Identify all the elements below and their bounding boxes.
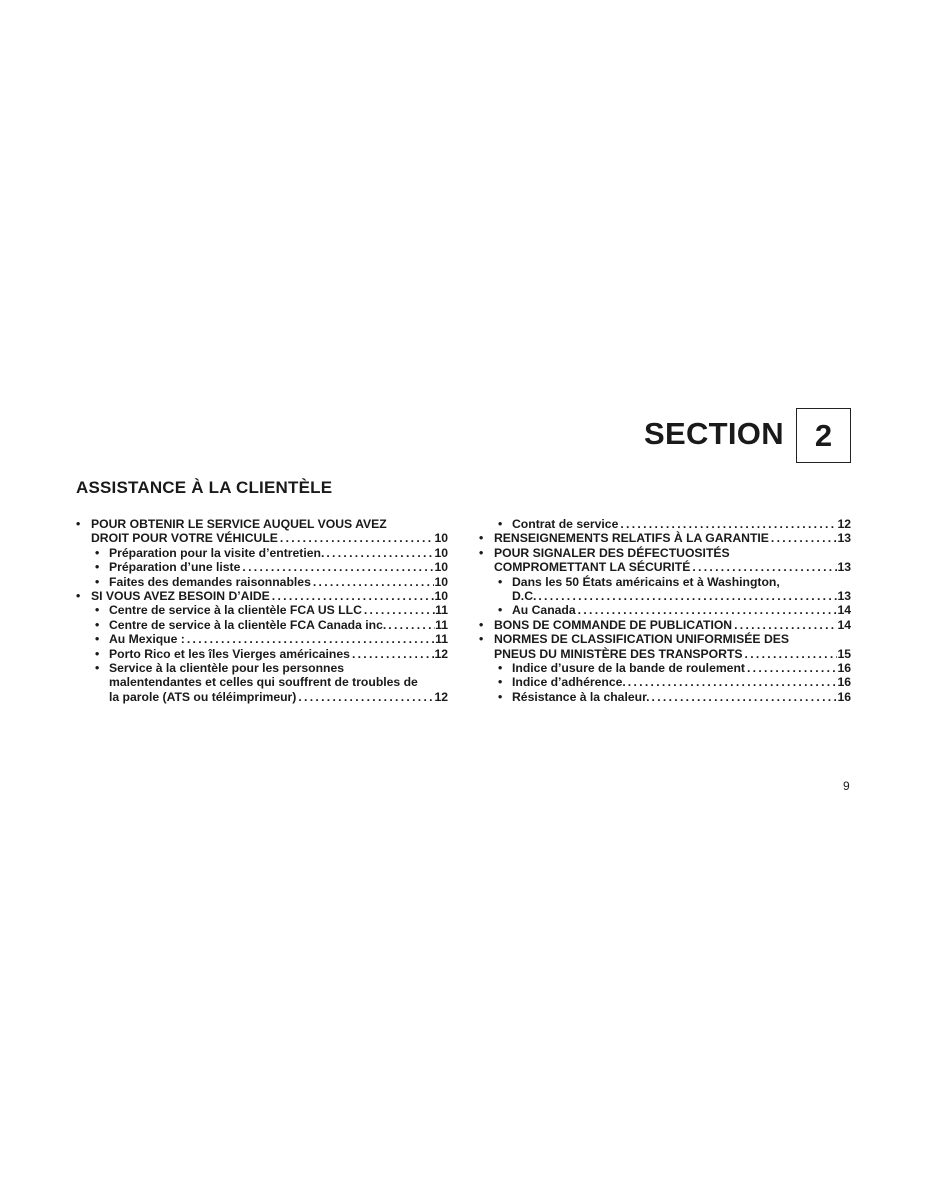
bullet-icon: • <box>498 661 503 676</box>
dot-leader <box>324 546 434 560</box>
toc-page-number: 11 <box>435 617 448 632</box>
toc-page-number: 13 <box>837 560 851 575</box>
toc-page-number: 10 <box>434 531 448 546</box>
toc-entry-text: D.C. <box>512 589 537 604</box>
toc-entry-text: POUR SIGNALER DES DÉFECTUOSITÉS <box>494 545 730 560</box>
toc-page-number: 12 <box>434 646 448 661</box>
toc-entry[interactable] <box>479 661 851 675</box>
toc-entry-text: Porto Rico et les îles Vierges américaines <box>109 646 350 661</box>
toc-entry-line <box>494 618 851 632</box>
toc-left-column <box>76 517 448 704</box>
toc-entry[interactable] <box>76 661 448 704</box>
toc-entry[interactable] <box>479 603 851 617</box>
toc-entry-line <box>109 647 448 661</box>
toc-entry-text: RENSEIGNEMENTS RELATIFS À LA GARANTIE <box>494 531 769 546</box>
section-number-box <box>796 408 851 463</box>
dot-leader <box>618 517 837 531</box>
bullet-icon: • <box>95 574 100 589</box>
toc-page-number: 11 <box>435 632 448 647</box>
toc-entry-text: Service à la clientèle pour les personnes <box>109 661 345 676</box>
toc-entry-text: Préparation d’une liste <box>109 560 241 575</box>
toc-entry-text: BONS DE COMMANDE DE PUBLICATION <box>494 617 733 632</box>
toc-page-number: 16 <box>837 675 851 690</box>
toc-entry-line <box>494 560 851 574</box>
toc-entry-text: Au Mexique : <box>109 632 185 647</box>
dot-leader <box>386 618 435 632</box>
bullet-icon: • <box>95 646 100 661</box>
toc-entry[interactable] <box>76 647 448 661</box>
toc-page-number: 10 <box>434 574 448 589</box>
toc-entry-text: Contrat de service <box>512 517 619 531</box>
page-number: 9 <box>843 779 850 793</box>
toc-entry-text: Au Canada <box>512 603 576 618</box>
toc-entry[interactable] <box>76 517 448 546</box>
bullet-icon: • <box>498 574 503 589</box>
toc-entry-line <box>512 603 851 617</box>
bullet-icon: • <box>95 560 100 575</box>
toc-page-number: 14 <box>837 617 851 632</box>
bullet-icon: • <box>479 545 484 560</box>
bullet-icon: • <box>479 617 484 632</box>
bullet-icon: • <box>95 632 100 647</box>
bullet-icon: • <box>479 632 484 647</box>
dot-leader <box>626 675 838 689</box>
toc-entry-text: PNEUS DU MINISTÈRE DES TRANSPORTS <box>494 646 743 661</box>
toc-entry-line <box>494 647 851 661</box>
toc-entry[interactable] <box>76 603 448 617</box>
toc-entry[interactable] <box>479 690 851 704</box>
toc-page-number: 10 <box>434 589 448 604</box>
toc-entry-text: POUR OBTENIR LE SERVICE AUQUEL VOUS AVEZ <box>91 517 387 531</box>
toc-entry-line <box>91 589 448 603</box>
toc-entry[interactable] <box>479 632 851 661</box>
toc-page-number: 13 <box>837 589 851 604</box>
toc-entry[interactable] <box>76 560 448 574</box>
toc-entry[interactable] <box>479 618 851 632</box>
bullet-icon: • <box>498 603 503 618</box>
dot-leader <box>769 531 838 545</box>
bullet-icon: • <box>76 517 81 531</box>
toc-entry-line <box>109 575 448 589</box>
toc-entry-text: SI VOUS AVEZ BESOIN D’AIDE <box>91 589 270 604</box>
dot-leader <box>296 690 434 704</box>
bullet-icon: • <box>95 545 100 560</box>
dot-leader <box>350 647 435 661</box>
toc-entry-text: Préparation pour la visite d’entretien. <box>109 545 325 560</box>
dot-leader <box>185 632 435 646</box>
toc-page-number: 13 <box>837 531 851 546</box>
dot-leader <box>311 575 435 589</box>
toc-right-column <box>479 517 851 704</box>
dot-leader <box>745 661 837 675</box>
toc-entry-text: Centre de service à la clientèle FCA US LLC <box>109 603 362 618</box>
dot-leader <box>278 531 435 545</box>
toc-entry-text: malentendantes et celles qui souffrent de troubles de <box>109 675 418 690</box>
toc-page-number: 10 <box>434 545 448 560</box>
page-title: ASSISTANCE À LA CLIENTÈLE <box>76 478 333 497</box>
toc-page-number: 16 <box>837 661 851 676</box>
toc-entry-text: NORMES DE CLASSIFICATION UNIFORMISÉE DES <box>494 632 789 647</box>
toc-entry[interactable] <box>76 589 448 603</box>
dot-leader <box>270 589 435 603</box>
dot-leader <box>732 618 837 632</box>
toc-entry-line <box>512 661 851 675</box>
toc-entry[interactable] <box>479 517 851 531</box>
toc-entry-text: DROIT POUR VOTRE VÉHICULE <box>91 531 278 546</box>
toc-entry-line <box>109 546 448 560</box>
toc-entry-line <box>109 603 448 617</box>
toc-entry-line <box>512 675 851 689</box>
toc-entry[interactable] <box>76 546 448 560</box>
dot-leader <box>362 603 435 617</box>
dot-leader <box>240 560 434 574</box>
toc-entry-line <box>494 531 851 545</box>
bullet-icon: • <box>95 603 100 618</box>
toc-entry[interactable] <box>479 531 851 545</box>
bullet-icon: • <box>76 589 81 604</box>
toc-entry[interactable] <box>479 675 851 689</box>
toc-entry-text: Dans les 50 États américains et à Washington, <box>512 574 780 589</box>
toc-entry[interactable] <box>76 632 448 646</box>
toc-entry-line <box>109 618 448 632</box>
bullet-icon: • <box>498 675 503 690</box>
toc-page-number: 12 <box>434 689 448 704</box>
dot-leader <box>743 647 838 661</box>
toc-entry-text: Faites des demandes raisonnables <box>109 574 311 589</box>
toc-page-number: 15 <box>837 646 851 661</box>
dot-leader <box>536 589 837 603</box>
bullet-icon: • <box>498 517 503 531</box>
toc-page-number: 11 <box>435 603 448 618</box>
bullet-icon: • <box>95 617 100 632</box>
section-number: 2 <box>814 417 833 453</box>
toc-entry-line <box>91 531 448 545</box>
dot-leader <box>690 560 837 574</box>
toc-page-number: 16 <box>837 689 851 704</box>
toc-page-number: 12 <box>837 517 851 531</box>
toc-entry-text: Centre de service à la clientèle FCA Canada inc. <box>109 617 387 632</box>
toc-entry-text: COMPROMETTANT LA SÉCURITÉ <box>494 560 691 575</box>
toc-entry-line <box>109 560 448 574</box>
bullet-icon: • <box>479 531 484 546</box>
toc-page-number: 14 <box>837 603 851 618</box>
bullet-icon: • <box>498 689 503 704</box>
section-header <box>640 408 851 463</box>
toc-entry-line <box>109 632 448 646</box>
toc-entry-line <box>512 517 851 531</box>
toc-entry-text: la parole (ATS ou téléimprimeur) <box>109 689 297 704</box>
toc-entry[interactable] <box>479 546 851 575</box>
toc-entry-text: Indice d’adhérence. <box>512 675 626 690</box>
bullet-icon: • <box>95 661 100 676</box>
toc-entry-line <box>109 690 448 704</box>
section-label: SECTION <box>644 416 784 451</box>
dot-leader <box>650 690 838 704</box>
toc-entry-line <box>512 690 851 704</box>
toc-entry[interactable] <box>76 618 448 632</box>
toc-entry-text: Résistance à la chaleur. <box>512 689 650 704</box>
toc-entry-line <box>512 589 851 603</box>
toc-entry[interactable] <box>76 575 448 589</box>
toc-entry-text: Indice d’usure de la bande de roulement <box>512 661 745 676</box>
dot-leader <box>576 603 838 617</box>
toc-page-number: 10 <box>434 560 448 575</box>
toc-entry[interactable] <box>479 575 851 604</box>
